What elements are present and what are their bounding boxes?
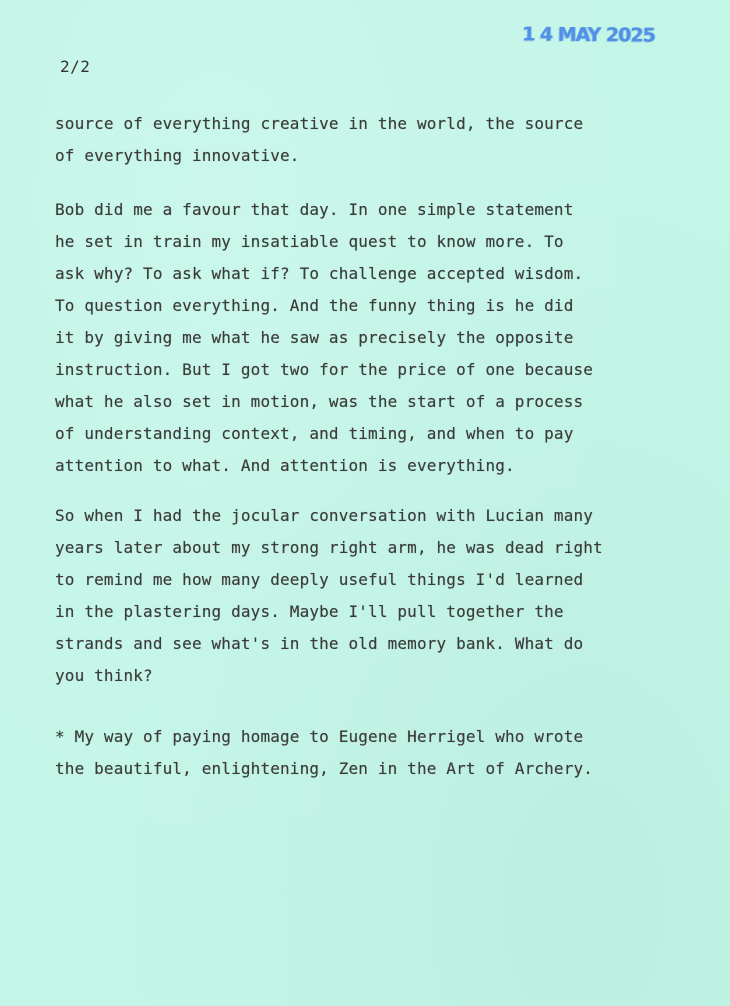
text-line: of understanding context, and timing, and when to pay (55, 424, 574, 443)
text-line: you think? (55, 666, 153, 685)
paragraph-bob-favour (55, 194, 695, 482)
text-line: to remind me how many deeply useful things I'd learned (55, 570, 584, 589)
text-line: what he also set in motion, was the start of a process (55, 392, 584, 411)
footnote (55, 721, 695, 785)
date-received-stamp: 1 4 MAY 2025 (521, 23, 655, 47)
text-line: it by giving me what he saw as precisely the opposite (55, 328, 574, 347)
text-line: of everything innovative. (55, 146, 300, 165)
paragraph-continuation (55, 108, 695, 172)
text-line: in the plastering days. Maybe I'll pull together the (55, 602, 564, 621)
text-line: ask why? To ask what if? To challenge accepted wisdom. (55, 264, 584, 283)
text-line: strands and see what's in the old memory bank. What do (55, 634, 584, 653)
text-line: So when I had the jocular conversation with Lucian many (55, 506, 594, 525)
text-line: attention to what. And attention is everything. (55, 456, 515, 475)
text-line: years later about my strong right arm, he was dead right (55, 538, 603, 557)
text-line: To question everything. And the funny thing is he did (55, 296, 574, 315)
text-line: the beautiful, enlightening, Zen in the Art of Archery. (55, 759, 594, 778)
text-line: he set in train my insatiable quest to know more. To (55, 232, 564, 251)
page-number: 2/2 (60, 57, 91, 76)
text-line: source of everything creative in the world, the source (55, 114, 584, 133)
paragraph-lucian-conversation (55, 500, 695, 692)
text-line: instruction. But I got two for the price of one because (55, 360, 594, 379)
text-line: * My way of paying homage to Eugene Herrigel who wrote (55, 727, 584, 746)
text-line: Bob did me a favour that day. In one simple statement (55, 200, 574, 219)
